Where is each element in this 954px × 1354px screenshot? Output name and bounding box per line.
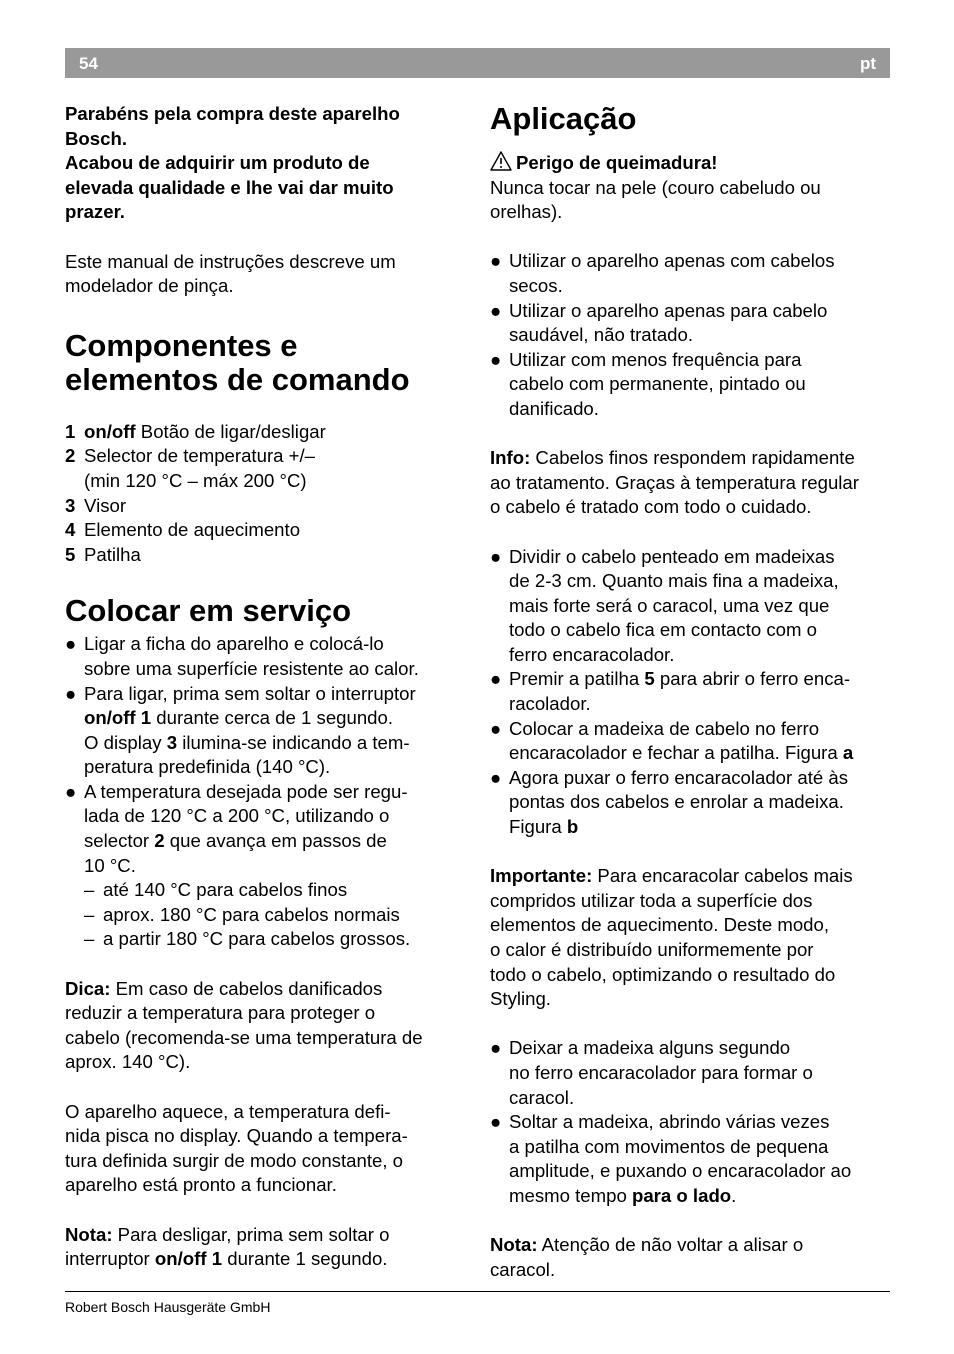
item-text: Botão de ligar/desligar <box>135 420 326 442</box>
bullet-item <box>490 299 895 348</box>
tip-text: cabelo (recomenda-se uma temperatura de <box>65 1026 423 1048</box>
bullet-text: ferro encaracolador. <box>509 643 675 665</box>
note-paragraph <box>490 1233 895 1282</box>
dash-item: – a partir 180 °C para cabelos grossos. <box>65 927 465 952</box>
bold-ref: 2 <box>154 830 165 852</box>
bold-ref: para o lado <box>631 1184 732 1206</box>
note-text: Atenção de não voltar a alisar o <box>537 1234 804 1256</box>
heating-paragraph <box>65 1100 465 1198</box>
bullet-item <box>490 1110 895 1208</box>
bullet-text: Premir a patilha <box>509 668 645 690</box>
bullet-text: cabelo com permanente, pintado ou <box>509 373 806 395</box>
info-text: Cabelos finos respondem rapidamente <box>530 447 855 469</box>
service-list <box>65 632 465 952</box>
important-text: o calor é distribuído uniformemente por <box>490 939 814 960</box>
bold-ref: 5 <box>644 668 655 690</box>
item-number: 5 <box>65 543 76 565</box>
info-text: o cabelo é tratado com todo o cuidado. <box>490 496 812 518</box>
intro-bold <box>65 102 465 225</box>
intro-line: Este manual de instruções descreve um <box>65 250 396 272</box>
bullet-text: Utilizar com menos frequência para <box>509 348 802 370</box>
item-number: 2 <box>65 445 76 467</box>
note-text: interruptor <box>65 1248 155 1270</box>
bullet-text: no ferro encaracolador para formar o <box>509 1061 813 1083</box>
bullet-text: para abrir o ferro enca- <box>654 668 851 690</box>
bullet-text: Ligar a ficha do aparelho e colocá-lo <box>84 633 384 655</box>
service-heading: Colocar em serviço <box>65 593 352 629</box>
bullet-icon: ● <box>490 766 502 788</box>
dash-item: – até 140 °C para cabelos finos <box>65 878 465 903</box>
bullet-icon: ● <box>65 780 77 802</box>
bullet-icon: ● <box>490 1037 502 1059</box>
intro-line: prazer. <box>65 201 125 223</box>
important-text: elementos de aquecimento. Deste modo, <box>490 914 830 936</box>
warning-text: Nunca tocar na pele (couro cabeludo ou <box>490 176 821 198</box>
bullet-text: Para ligar, prima sem soltar o interruptor <box>84 682 416 704</box>
bullet-icon: ● <box>65 633 77 655</box>
bullet-text: sobre uma superfície resistente ao calor. <box>84 657 419 679</box>
item-number: 4 <box>65 519 76 541</box>
item-text: (min 120 °C – máx 200 °C) <box>84 469 307 491</box>
bullet-text: . <box>731 1184 737 1206</box>
bullet-text: A temperatura desejada pode ser regu- <box>84 780 408 802</box>
warning-block <box>490 151 895 225</box>
note-text: Para desligar, prima sem soltar o <box>112 1223 390 1245</box>
bold-ref: 3 <box>166 731 178 753</box>
note-label: Nota: <box>65 1223 113 1245</box>
bullet-text: mais forte será o caracol, uma vez que <box>509 594 830 616</box>
bullet-item <box>65 682 465 780</box>
bullet-icon: ● <box>490 299 502 321</box>
page-number: 54 <box>79 54 98 73</box>
footer-divider <box>65 1291 890 1292</box>
bullet-text: Dividir o cabelo penteado em madeixas <box>509 545 835 567</box>
bullet-text: mesmo tempo <box>509 1184 632 1206</box>
important-text: Para encaracolar cabelos mais <box>592 865 853 887</box>
bullet-text: encaracolador e fechar a patilha. Figura <box>509 742 843 764</box>
bullet-text: selector <box>84 830 155 852</box>
tip-label: Dica: <box>65 977 111 999</box>
bullet-icon: ● <box>490 668 502 690</box>
heating-text: O aparelho aquece, a temperatura defi- <box>65 1100 391 1122</box>
bullet-text: todo o cabelo fica em contacto com o <box>509 619 818 641</box>
dash-text: até 140 °C para cabelos finos <box>103 879 348 901</box>
bullet-icon: ● <box>490 1111 502 1133</box>
bullet-item <box>65 632 465 681</box>
component-item <box>65 543 465 568</box>
left-column <box>65 102 465 1272</box>
intro-line: modelador de pinça. <box>65 275 234 297</box>
item-text: Elemento de aquecimento <box>84 519 301 541</box>
warning-triangle-icon <box>490 151 512 171</box>
heading-line: Componentes e <box>65 327 298 363</box>
dash-text: aprox. 180 °C para cabelos normais <box>103 903 400 925</box>
footer-company: Robert Bosch Hausgeräte GmbH <box>65 1299 271 1315</box>
release-list <box>490 1036 895 1208</box>
important-label: Importante: <box>490 865 593 887</box>
dash-text: a partir 180 °C para cabelos grossos. <box>103 928 411 950</box>
application-heading: Aplicação <box>490 101 637 136</box>
bullet-text: de 2-3 cm. Quanto mais fina a madeixa, <box>509 570 839 592</box>
bullet-text: ilumina-se indicando a tem- <box>177 731 410 753</box>
bullet-text: 10 °C. <box>84 854 136 876</box>
bullet-item <box>490 1036 895 1110</box>
intro-line: Bosch. <box>65 127 127 149</box>
intro-line: Parabéns pela compra deste aparelho <box>65 103 400 124</box>
bullet-text: Deixar a madeixa alguns segundo <box>509 1037 791 1059</box>
note-text: durante 1 segundo. <box>222 1248 388 1270</box>
heating-text: tura definida surgir de modo constante, o <box>65 1149 403 1171</box>
intro-line: elevada qualidade e lhe vai dar muito <box>65 176 394 198</box>
intro-text <box>65 250 465 299</box>
note-paragraph <box>65 1223 465 1272</box>
item-number: 1 <box>65 420 76 442</box>
figure-ref: b <box>566 816 579 838</box>
page-header-bar <box>65 48 890 78</box>
bullet-text: Utilizar o aparelho apenas para cabelo <box>509 299 828 321</box>
bullet-item <box>490 667 895 716</box>
component-item <box>65 494 465 519</box>
bullet-text: Agora puxar o ferro encaracolador até às <box>509 766 849 788</box>
bullet-text: caracol. <box>509 1086 575 1108</box>
bullet-text: danificado. <box>509 397 599 419</box>
warning-text: orelhas). <box>490 201 563 223</box>
bullet-text: amplitude, e puxando o encaracolador ao <box>509 1160 852 1182</box>
item-text: Visor <box>84 494 127 516</box>
right-column <box>490 102 895 1282</box>
bullet-icon: ● <box>490 717 502 739</box>
bold-ref: on/off 1 <box>154 1248 223 1270</box>
tip-text: Em caso de cabelos danificados <box>110 977 383 999</box>
bullet-text: lada de 120 °C a 200 °C, utilizando o <box>84 805 390 827</box>
bullet-text: O display <box>84 731 167 753</box>
component-item <box>65 420 465 445</box>
dash-item: – aprox. 180 °C para cabelos normais <box>65 903 465 928</box>
note-text: caracol. <box>490 1258 556 1280</box>
bullet-text: pontas dos cabelos e enrolar a madeixa. <box>509 791 844 813</box>
item-bold: on/off <box>84 420 136 442</box>
components-heading <box>65 329 465 397</box>
bullet-text: peratura predefinida (140 °C). <box>84 756 331 778</box>
important-paragraph <box>490 864 895 1012</box>
item-text: Selector de temperatura +/– <box>84 445 316 467</box>
important-text: Styling. <box>490 988 551 1010</box>
tip-paragraph <box>65 977 465 1075</box>
bullet-icon: ● <box>490 545 502 567</box>
item-number: 3 <box>65 494 76 516</box>
bullet-item <box>490 545 895 668</box>
bullet-item <box>490 249 895 298</box>
component-item <box>65 444 465 493</box>
component-item <box>65 518 465 543</box>
bullet-item <box>490 717 895 766</box>
bullet-item <box>65 780 465 878</box>
tip-text: aprox. 140 °C). <box>65 1051 191 1073</box>
bullet-text: saudável, não tratado. <box>509 324 694 346</box>
item-text: Patilha <box>84 543 141 565</box>
heating-text: aparelho está pronto a funcionar. <box>65 1174 337 1196</box>
bullet-text: Utilizar o aparelho apenas com cabelos <box>509 250 835 272</box>
bullet-text: Figura <box>509 816 567 838</box>
bullet-icon: ● <box>490 348 502 370</box>
tip-text: reduzir a temperatura para proteger o <box>65 1002 376 1024</box>
bullet-icon: ● <box>490 250 502 272</box>
bullet-icon: ● <box>65 682 77 704</box>
bullet-text: a patilha com movimentos de pequena <box>509 1135 829 1157</box>
bold-ref: on/off 1 <box>84 707 152 729</box>
info-label: Info: <box>490 447 531 469</box>
info-paragraph <box>490 446 895 520</box>
intro-line: Acabou de adquirir um produto de <box>65 152 370 174</box>
heading-line: elementos de comando <box>65 361 410 397</box>
bullet-text: que avança em passos de <box>164 830 387 852</box>
important-text: compridos utilizar toda a superfície dos <box>490 889 813 911</box>
heating-text: nida pisca no display. Quando a tempera- <box>65 1125 408 1147</box>
usage-list <box>490 249 895 421</box>
language-code: pt <box>859 54 876 73</box>
figure-ref: a <box>842 742 854 764</box>
bullet-item <box>490 348 895 422</box>
bullet-item <box>490 766 895 840</box>
bullet-text: Soltar a madeixa, abrindo várias vezes <box>509 1111 830 1133</box>
note-label: Nota: <box>490 1234 538 1256</box>
components-list <box>65 420 465 568</box>
important-text: todo o cabelo, optimizando o resultado do <box>490 963 836 985</box>
bullet-text: secos. <box>509 274 563 296</box>
bullet-text: Colocar a madeixa de cabelo no ferro <box>509 717 820 739</box>
warning-title: Perigo de queimadura! <box>516 152 718 173</box>
steps-list <box>490 545 895 840</box>
info-text: ao tratamento. Graças à temperatura regular <box>490 471 859 493</box>
bullet-text: racolador. <box>509 693 591 715</box>
bullet-text: durante cerca de 1 segundo. <box>151 707 394 729</box>
